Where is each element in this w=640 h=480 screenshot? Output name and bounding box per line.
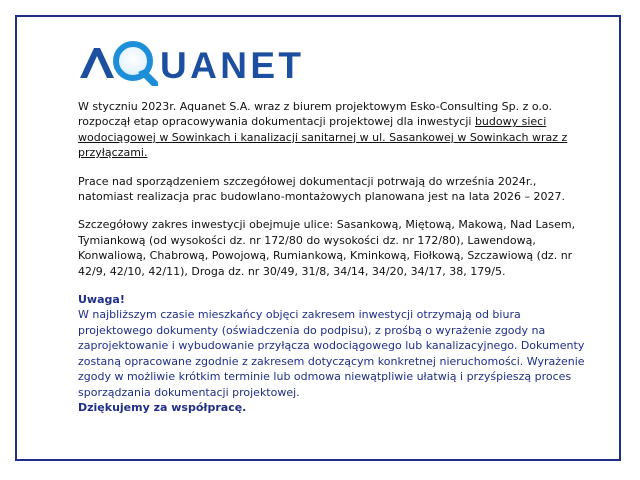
notice-block (78, 292, 590, 415)
intro-paragraph (78, 99, 590, 161)
schedule-paragraph: Prace nad sporządzeniem szczegółowej dokumentacji potrwają do września 2024r., natomiast realizacja prac budowlano-montażowych planowana jest na lata 2026 – 2027. (78, 174, 566, 204)
streets-paragraph: Szczegółowy zakres inwestycji obejmuje ulice: Sasankową, Miętową, Makową, Nad Lasem, Tymiankową (od wysokości dz. nr 172/80 do wysokości dz. nr 172/80), Lawendową, Konwaliową, Chabrową, Powojową, Rumiankową, Kminkową, Fiołkową, Szczawiową (dz. nr 42/9, 42/10, 42/11), Droga dz. nr 30/49, 31/8, 34/14, 34/20, 34/17, 38, 179/5. (78, 218, 576, 278)
thanks-text: Dziękujemy za współpracę. (78, 400, 247, 414)
investment-link[interactable]: budowy sieci wodociągowej w Sowinkach i kanalizacji sanitarnej w ul. Sasankowej w Sowinkach wraz z przyłączami. (78, 115, 568, 160)
intro-text: W styczniu 2023r. Aquanet S.A. wraz z biurem projektowym Esko-Consulting Sp. z o.o. rozpoczął etap opracowywania dokumentacji projektowej dla inwestycji (78, 100, 552, 129)
aquanet-logo (78, 38, 308, 88)
logo-text: UANET (160, 45, 302, 86)
notice-heading: Uwaga! (78, 293, 125, 307)
notice-body: W najbliższym czasie mieszkańcy objęci zakresem inwestycji otrzymają od biura projektowego dokumenty (oświadczenia do podpisu), z prośbą o wyrażenie zgody na zaprojektowanie i wybudowanie przyłącza wodociągowego lub kanalizacyjnego. Dokumenty zostaną opracowane zgodnie z zakresem dotyczącym konkretnej nieruchomości. Wyrażenie zgody w możliwie krótkim terminie lub odmowa niewątpliwie ułatwią i przyśpieszą proces sporządzania dokumentacji projektowej. (78, 308, 585, 399)
announcement-content (78, 99, 590, 415)
